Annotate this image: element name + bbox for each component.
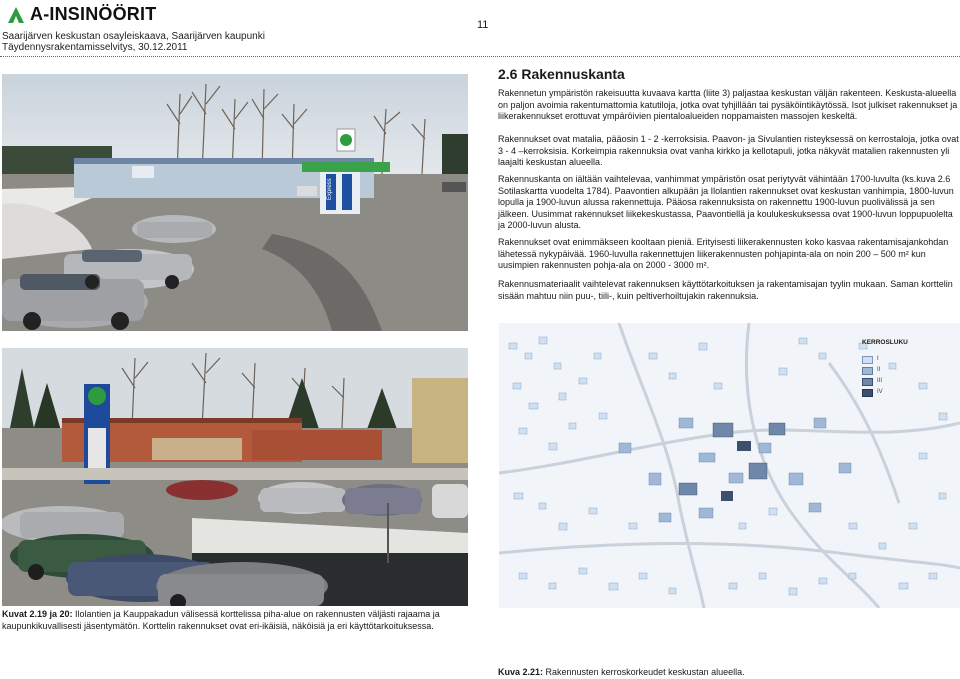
caption-photos-text: Ilolantien ja Kauppakadun välisessä korttelissa piha-alue on rakennusten väljästi rajaama ja kaupunkikuvallisesti jäsentymätön. Korttelin rakennukset ovat eri-ikäisiä, näköisiä ja eri käyttötarkoituksessa.: [2, 609, 440, 631]
caption-map: [498, 667, 960, 679]
body-paragraph-2: Rakennukset ovat matalia, pääosin 1 - 2 -kerroksisia. Paavon- ja Sivulantien risteyksessä on kerrostaloja, jotka ovat 3 - 4 –kerroksisia. Korkeimpia rakennuksia ovat vanha kirkko ja kellotapuli, jotka näkyvät matalien rakennusten yli laajalti keskustan alueella.: [498, 134, 959, 167]
express-sign-text: Express: [327, 178, 333, 200]
body-paragraph-5: Rakennusmateriaalit vaihtelevat rakennuksen käyttötarkoituksen ja rakentamisajan tyylin mukaan. Saman korttelin sisään mahtuu niin puu-, tiili-, kuin peltiverhoiltujakin rakennuksia.: [498, 279, 953, 301]
caption-map-label: Kuva 2.21:: [498, 667, 544, 677]
section-title: 2.6 Rakennuskanta: [498, 66, 625, 82]
caption-map-text: Rakennusten kerroskorkeudet keskustan alueella.: [543, 667, 745, 677]
logo-text: A-INSINÖÖRIT: [30, 4, 157, 24]
logo-mark-icon: [6, 5, 26, 25]
photo-parking-courtyard-image: [2, 348, 468, 606]
legend-item: [862, 354, 908, 365]
document-title: Saarijärven keskustan osayleiskaava, Saarijärven kaupunki: [2, 31, 265, 42]
header-divider: [0, 56, 960, 57]
document-subtitle: Täydennysrakentamisselvitys, 30.12.2011: [2, 42, 188, 53]
legend-label: III: [877, 378, 883, 384]
map-legend: [862, 337, 908, 398]
legend-swatch: [862, 378, 873, 386]
legend-swatch: [862, 389, 873, 397]
caption-photos-label: Kuvat 2.19 ja 20:: [2, 609, 73, 619]
body-paragraph-4: Rakennukset ovat enimmäkseen kooltaan pieniä. Erityisesti liikerakennusten koko kasvaa rakentamisajankohdan lähetessä nykypäivää. 1960-luvulla rakennettujen liikerakennusten pohjapinta-ala on noin 200 – 500 m² kun uusimpien rakennusten pohja-ala on 2000 - 3000 m².: [498, 237, 949, 270]
legend-swatch: [862, 356, 873, 364]
legend-title: KERROSLUKU: [862, 339, 908, 346]
body-paragraph-1: Rakennetun ympäristön rakeisuutta kuvaava kartta (liite 3) paljastaa keskustan väljän rakenteen. Keskusta-alueella on paljon avoimia rakentumattomia katutiloja, jotka ovat tyhjillään tai pysäköintikäytössä. Isot julkiset rakennukset ja liikerakennukset erottuvat ympäröivien pientaloalueiden noppamaisten massojen keskeltä.: [498, 88, 958, 121]
legend-swatch: [862, 367, 873, 375]
photo-parking-courtyard: [2, 348, 468, 606]
legend-label: II: [877, 367, 881, 373]
legend-item: [862, 365, 908, 376]
photo-gas-station: [2, 74, 468, 331]
legend-label: I: [877, 356, 879, 362]
caption-photos: [2, 609, 466, 632]
company-logo: [6, 4, 156, 25]
page-number: 11: [477, 19, 489, 31]
body-paragraph-3: Rakennuskanta on iältään vaihtelevaa, vanhimmat ympäristön osat periytyvät vähintään 1700-luvulta (ks.kuva 2.6 Sotilaskartta vuodelta 1784). Paavontien alkupään ja Ilolantien rakennukset ovat keskustan vanhimpia, 1800-luvun lopulla ja 1900-luvun alussa rakennettuja. Pääosa rakennuksista on rakennettu 1900-luvun puolivälissä ja sen jälkeen. Uusimmat rakennukset liikekeskustassa, Paavontiellä ja koulukeskuksessa ovat 1900-luvun loppupuolelta ja 2000-luvun alusta.: [498, 174, 954, 230]
legend-item: [862, 376, 908, 387]
photo-gas-station-image: [2, 74, 468, 331]
legend-label: IV: [877, 389, 883, 395]
legend-item: [862, 387, 908, 398]
